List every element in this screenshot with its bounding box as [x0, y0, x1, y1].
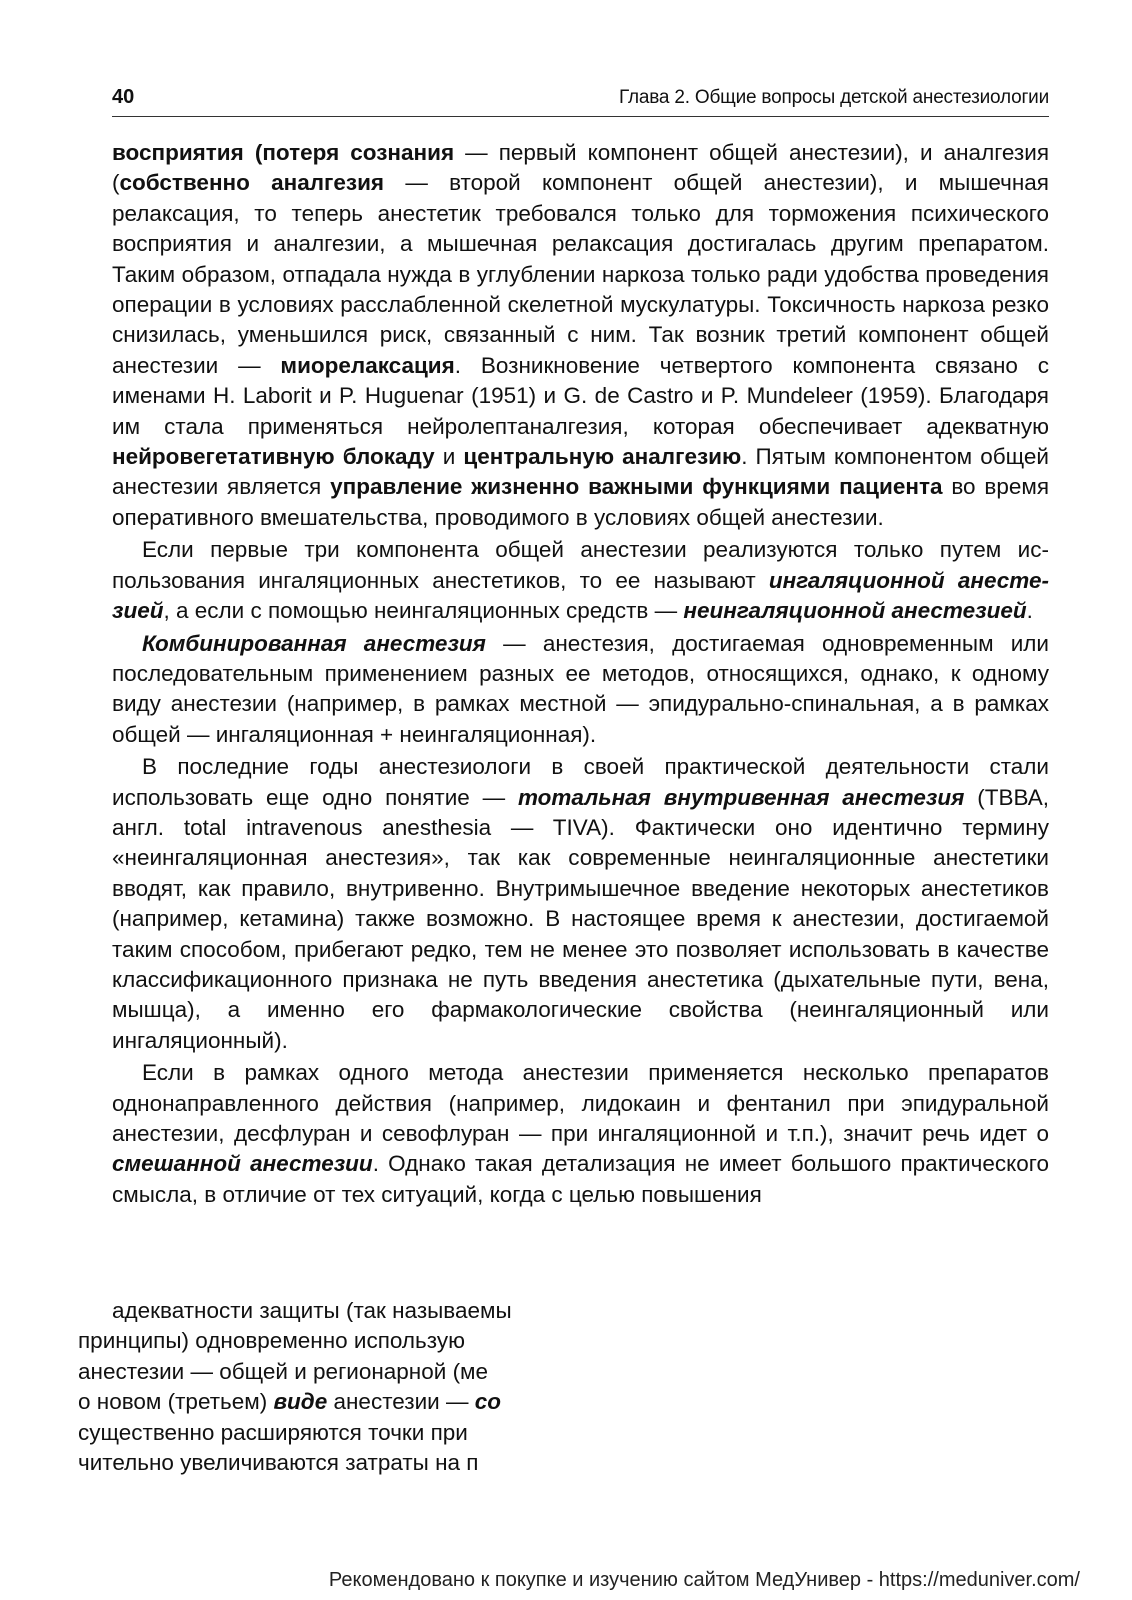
text-run: . Пятым компонентом общей анестезии является [112, 444, 1049, 500]
text-run: Если первые три компонента общей анестезии реализуются только путем использования ингаляционных анестетиков, то ее называют [112, 537, 1049, 593]
fragment-line-3-tail: анестезии — [327, 1389, 475, 1415]
italic-term: неингаляционной анестезией [683, 598, 1027, 624]
paragraph [112, 629, 1049, 751]
fragment-line-3-italic: виде [273, 1389, 328, 1415]
italic-term: Комбинированная анестезия [142, 630, 486, 656]
bold-term: восприятия ( [112, 140, 263, 165]
text-run: , а если с помощью неингаляционных средств — [163, 598, 684, 624]
text-run: — второй компонент общей анестезии), и мышечная релаксация, то теперь анестетик требовался только для торможения психического восприятия и аналгезии, а мышечная релаксация достигалась другим препаратом. Таким образом, отпадала нужда в углублении наркоза только ради удобства проведения операции в условиях расслабленной скелетной мускулатуры. Токсичность наркоза резко снизилась, уменьшился риск, связанный с ним. Так возник третий компонент общей анестезии — [112, 170, 1049, 378]
bold-term: миорелаксация [280, 352, 455, 378]
text-run: — анестезия, достигаемая одновременным или последовательным применением разных ее методов, относящихся, однако, к одному виду анестезии (например, в рамках местной — эпидурально-спинальная, а в рамках общей — ингаляционная + неингаляционная). [112, 630, 1050, 747]
paragraph [112, 138, 1049, 533]
fragment-line-1: принципы) одновременно использую [78, 1328, 465, 1353]
text-run: . Однако такая детализация не имеет большого практического смысла, в отличие от тех ситуаций, когда с целью повышения [112, 1151, 1049, 1207]
bold-term: центральную аналгезию [463, 444, 742, 470]
text-run: Если в рамках одного метода анестезии применяется несколько препаратов однонаправленного действия (например, лидокаин и фентанил при эпидуральной анестезии, десфлуран и севофлуран — при ингаляционной и т.п.), значит речь идет о [112, 1060, 1049, 1146]
fragment-line-2: анестезии — общей и регионарной (ме [78, 1358, 489, 1384]
italic-term: ингаляционной анестезией [112, 567, 1049, 624]
fragment-line-4: существенно расширяются точки при [78, 1419, 468, 1445]
bold-term: управление жизненно важными функциями пациента [330, 474, 943, 500]
text-run: (ТВВА, англ. total intravenous anesthesia — TIVA). Фактически оно идентично термину «неингаляционная анестезия», так как современные неингаляционные анестетики вводят, как правило, внутривенно. Внутримышечное введение некоторых анестетиков (например, кетамина) также возможно. В настоящее время к анестезии, достигаемой таким способом, прибегают редко, тем не менее это позволяет использовать в качестве классификационного признака не путь введения анестетика (дыхательные пути, вена, мышца), а именно его фармакологические свойства (неингаляционный или ингаляционный). [112, 784, 1049, 1053]
fragment-line-3 [78, 1387, 540, 1418]
page-number: 40 [112, 86, 135, 108]
paragraph [112, 535, 1049, 626]
text-run: и [434, 444, 464, 470]
fragment-line-3-end: со [474, 1389, 501, 1415]
text-run: . [1026, 598, 1033, 624]
bold-term: нейровегетативную блокаду [112, 444, 435, 470]
paragraph [112, 752, 1049, 1056]
footer-note: Рекомендовано к покупке и изучению сайтом МедУнивер - https://meduniver.com/ [328, 1569, 1080, 1591]
fragment-line-3-start: о новом (третьем) [78, 1389, 274, 1415]
page-header [112, 84, 1049, 117]
text-run: во время оперативного вмешательства, проводимого в условиях общей анестезии. [112, 474, 1049, 530]
cut-off-line: адекватности защиты (так называемы [112, 1298, 512, 1322]
bold-term: потеря сознания [262, 140, 455, 165]
italic-term: смешанной анестезии [112, 1151, 373, 1177]
text-run: — первый компонент общей анестезии), и аналгезия ( [112, 140, 1049, 196]
fragment-line-5: чительно увеличиваются затраты на п [78, 1450, 479, 1476]
body-text [112, 138, 1049, 1210]
partial-text-fragment [78, 1326, 540, 1486]
paragraph [112, 1058, 1049, 1210]
running-head: Глава 2. Общие вопросы детской анестезиологии [618, 87, 1049, 108]
italic-term: тотальная внутривенная анестезия [517, 784, 965, 810]
text-run: . Возникновение четвертого компонента связано с именами H. Laborit и P. Huguenar (1951) и G. de Castro и P. Mundeleer (1959). Благодаря им стала применяться нейролептаналгезия, которая обеспечивает адекватную [112, 352, 1049, 439]
text-run: В последние годы анестезиологи в своей практической деятельности стали использовать еще одно понятие — [112, 754, 1049, 810]
bold-term: собственно аналгезия [119, 170, 385, 196]
